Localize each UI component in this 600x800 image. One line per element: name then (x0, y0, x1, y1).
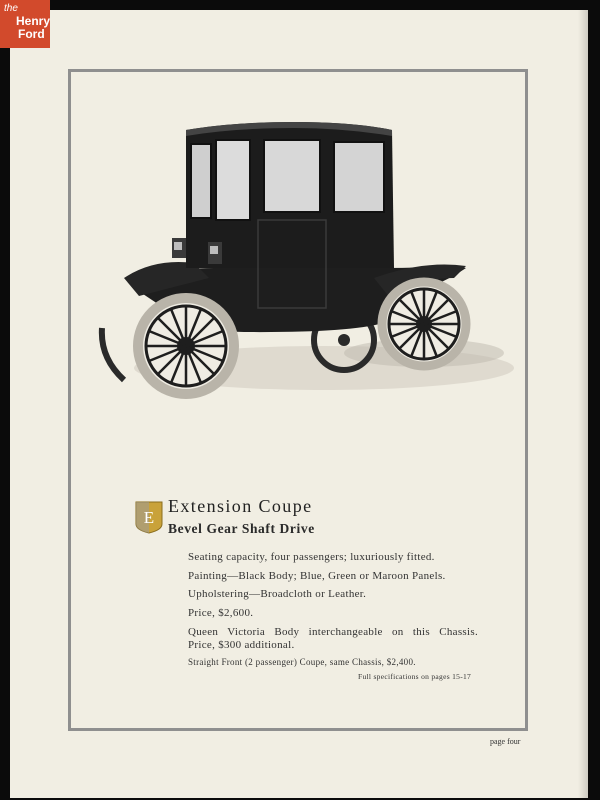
spec-queen-victoria-price: Price, $300 additional. (188, 639, 295, 651)
page-edge-shadow (578, 10, 590, 798)
henry-ford-logo (0, 0, 50, 48)
logo-line-2: Henry (16, 14, 51, 28)
svg-text:E: E (143, 508, 155, 527)
spec-straight-front: Straight Front (2 passenger) Coupe, same Chassis, $2,400. (188, 657, 416, 667)
model-subtitle: Bevel Gear Shaft Drive (168, 521, 315, 536)
logo-line-3: Ford (18, 27, 45, 41)
car-illustration (94, 118, 514, 418)
spec-upholstering: Upholstering—Broadcloth or Leather. (188, 588, 367, 600)
logo-line-1: the (4, 3, 18, 14)
spec-painting: Painting—Black Body; Blue, Green or Maroon Panels. (188, 570, 446, 582)
page-number: page four (490, 737, 521, 746)
spec-full-specifications-note: Full specifications on pages 15-17 (358, 672, 472, 681)
monogram-emblem (134, 500, 164, 534)
model-title: Extension Coupe (168, 496, 313, 516)
spec-price: Price, $2,600. (188, 607, 254, 619)
spec-queen-victoria: Queen Victoria Body interchangeable on this Chassis. (188, 626, 478, 638)
spec-seating: Seating capacity, four passengers; luxuriously fitted. (188, 551, 435, 563)
